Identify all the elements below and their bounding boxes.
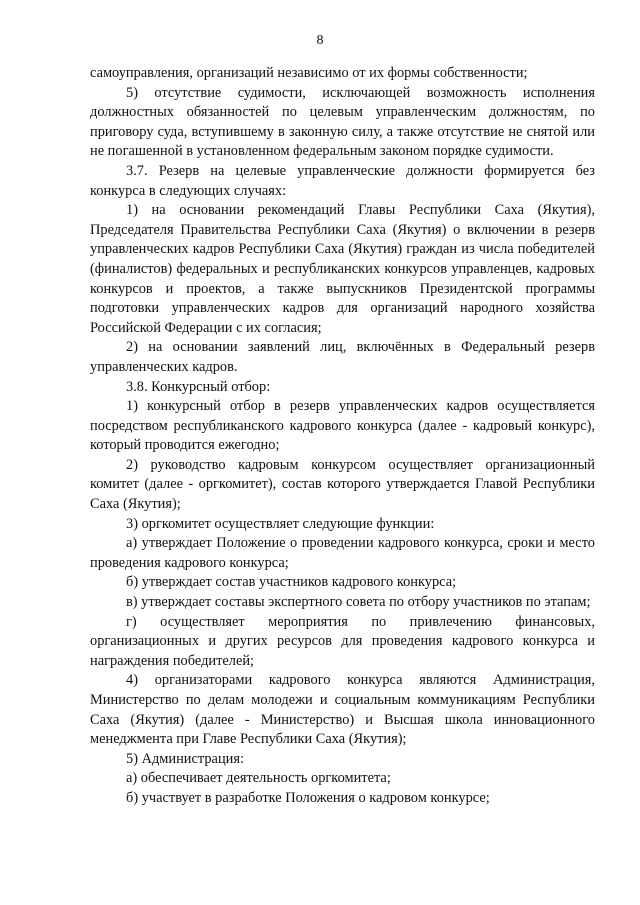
document-body <box>90 64 595 809</box>
paragraph: 1) конкурсный отбор в резерв управленческих кадров осуществляется посредством республиканского кадрового конкурса (далее - кадровый конкурс), который проводится ежегодно; <box>90 398 595 454</box>
paragraph: а) обеспечивает деятельность оргкомитета; <box>126 770 391 787</box>
section-paragraph-3-7: 3.7. Резерв на целевые управленческие должности формируется без конкурса в следующих случаях: <box>90 162 595 199</box>
paragraph: 1) на основании рекомендаций Главы Республики Саха (Якутия), Председателя Правительства Республики Саха (Якутия) о включении в резерв управленческих кадров Республики Саха (Якутия) граждан из числа победителей (финалистов) федеральных и республиканских конкурсов управленцев, кадровых конкурсов и проектов, а также выпускников Президентской программы подготовки управленческих кадров для организаций народного хозяйства Российской Федерации с их согласия; <box>90 202 595 336</box>
paragraph: 4) организаторами кадрового конкурса являются Администрация, Министерство по делам молодежи и социальным коммуникациям Республики Саха (Якутия) (далее - Министерство) и Высшая школа инновационного менеджмента при Главе Республики Саха (Якутия); <box>90 672 595 748</box>
paragraph-continuation: самоуправления, организаций независимо от их формы собственности; <box>90 65 528 81</box>
paragraph: 2) на основании заявлений лиц, включённых в Федеральный резерв управленческих кадров. <box>90 339 595 375</box>
paragraph: г) осуществляет мероприятия по привлечению финансовых, организационных и других ресурсов для проведения кадрового конкурса и награждения победителей; <box>90 613 595 669</box>
page-number: 8 <box>316 33 324 48</box>
paragraph: б) участвует в разработке Положения о кадровом конкурсе; <box>126 789 490 806</box>
paragraph: 2) руководство кадровым конкурсом осуществляет организационный комитет (далее - оргкомитет), состав которого утверждается Главой Республики Саха (Якутия); <box>90 456 595 513</box>
paragraph: 3) оргкомитет осуществляет следующие функции: <box>126 515 435 532</box>
paragraph: в) утверждает составы экспертного совета по отбору участников по этапам; <box>126 594 591 611</box>
paragraph: б) утверждает состав участников кадрового конкурса; <box>126 574 457 591</box>
paragraph: 5) Администрация: <box>126 750 244 767</box>
paragraph: 5) отсутствие судимости, исключающей возможность исполнения должностных обязанностей по целевым управленческим должностям, по приговору суда, вступившему в законную силу, а также отсутствие не снятой или не погашенной в установленном федеральным законом порядке судимости. <box>90 84 595 160</box>
paragraph: а) утверждает Положение о проведении кадрового конкурса, сроки и место проведения кадрового конкурса; <box>90 535 595 571</box>
section-paragraph-3-8: 3.8. Конкурсный отбор: <box>126 378 271 395</box>
